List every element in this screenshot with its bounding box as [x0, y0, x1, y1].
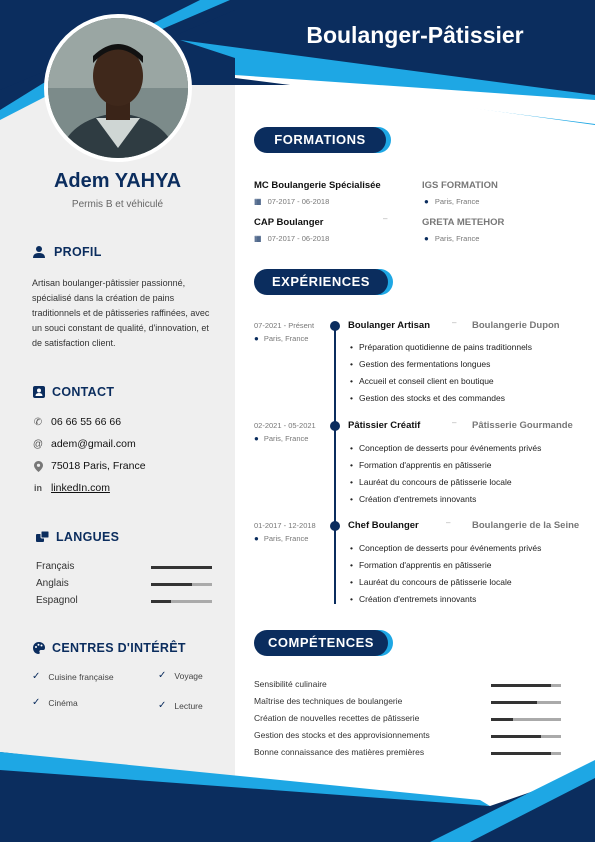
timeline-dot [330, 521, 340, 531]
task-item: • Préparation quotidienne de pains traditionnels [350, 339, 532, 356]
address-book-icon [32, 385, 46, 399]
formations-pill: FORMATIONS [254, 127, 386, 153]
map-pin-icon: ● [254, 434, 259, 443]
phone-text: 06 66 55 66 66 [51, 416, 122, 428]
task-item: • Création d'entremets innovants [350, 491, 541, 508]
language-label: Anglais [36, 578, 69, 589]
formation-degree: CAP Boulanger [254, 217, 324, 228]
task-item: • Lauréat du concours de pâtisserie locale [350, 474, 541, 491]
contact-email [32, 438, 136, 450]
email-text: adem@gmail.com [51, 438, 136, 450]
task-item: • Formation d'apprentis en pâtisserie [350, 557, 541, 574]
check-icon: ✓ [158, 670, 167, 681]
formation-degree: MC Boulangerie Spécialisée [254, 180, 381, 191]
experience-dates: 02-2021 - 05-2021 [254, 421, 316, 430]
formation-separator: – [383, 214, 388, 223]
map-pin-icon: ● [424, 197, 429, 206]
language-level-bar [151, 583, 212, 586]
task-item: • Conception de desserts pour événements privés [350, 540, 541, 557]
skill-level-bar [491, 735, 561, 738]
experience-timeline [334, 326, 336, 604]
experience-role: Chef Boulanger [348, 520, 419, 531]
task-item: • Gestion des stocks et des commandes [350, 390, 532, 407]
language-level-bar [151, 600, 212, 603]
skill-label: Création de nouvelles recettes de pâtisserie [254, 713, 420, 723]
contact-phone [32, 416, 121, 428]
skill-level-bar [491, 684, 561, 687]
experience-tasks [350, 440, 541, 508]
check-icon: ✓ [158, 700, 167, 711]
language-level-bar [151, 566, 212, 569]
experience-location: ● Paris, France [254, 434, 309, 443]
at-icon: @ [32, 438, 44, 450]
task-item: • Création d'entremets innovants [350, 591, 541, 608]
experience-tasks [350, 339, 532, 407]
check-icon: ✓ [32, 697, 41, 708]
experience-separator: – [452, 318, 457, 327]
contact-title: CONTACT [52, 385, 115, 399]
skill-label: Sensibilité culinaire [254, 679, 327, 689]
task-item: • Conception de desserts pour événements privés [350, 440, 541, 457]
language-label: Français [36, 561, 75, 572]
interest-item: ✓ Lecture [158, 700, 203, 711]
experiences-pill: EXPÉRIENCES [254, 269, 388, 295]
linkedin-link[interactable]: linkedIn.com [51, 482, 110, 494]
experience-company: Boulangerie Dupon [472, 320, 560, 331]
languages-section-header [36, 530, 119, 544]
map-pin-icon: ● [254, 534, 259, 543]
formation-location: ● Paris, France [424, 234, 480, 243]
translate-icon [36, 530, 50, 544]
languages-title: LANGUES [56, 530, 120, 544]
contact-section-header [32, 385, 114, 399]
task-item: • Formation d'apprentis en pâtisserie [350, 457, 541, 474]
experience-separator: – [452, 418, 457, 427]
skill-level-bar [491, 701, 561, 704]
phone-icon: ✆ [33, 416, 43, 428]
formation-location: ● Paris, France [424, 197, 480, 206]
interests-title: CENTRES D'INTÉRÊT [52, 641, 186, 655]
timeline-dot [330, 321, 340, 331]
formation-dates: ▦ 07-2017 - 06-2018 [254, 234, 330, 243]
skills-pill: COMPÉTENCES [254, 630, 388, 656]
skill-level-bar [491, 752, 561, 755]
timeline-dot [330, 421, 340, 431]
map-pin-icon: ● [254, 334, 259, 343]
calendar-icon: ▦ [254, 197, 262, 206]
check-icon: ✓ [32, 671, 41, 682]
task-item: • Accueil et conseil client en boutique [350, 373, 532, 390]
experience-separator: – [446, 518, 451, 527]
interests-section-header [32, 641, 186, 655]
contact-linkedin [32, 482, 110, 494]
experience-role: Boulanger Artisan [348, 320, 430, 331]
avatar-icon [48, 18, 188, 158]
interest-item: ✓ Voyage [158, 670, 203, 681]
experience-company: Boulangerie de la Seine [472, 520, 580, 531]
contact-address [32, 460, 146, 472]
palette-icon [32, 641, 46, 655]
task-item: • Gestion des fermentations longues [350, 356, 532, 373]
experience-role: Pâtissier Créatif [348, 420, 421, 431]
profile-photo [44, 14, 192, 162]
skill-label: Gestion des stocks et des approvisionnements [254, 730, 430, 740]
experience-location: ● Paris, France [254, 334, 309, 343]
interest-item: ✓ Cinéma [32, 697, 78, 708]
formation-dates: ▦ 07-2017 - 06-2018 [254, 197, 330, 206]
calendar-icon: ▦ [254, 234, 262, 243]
experience-dates: 01-2017 - 12-2018 [254, 521, 316, 530]
experience-location: ● Paris, France [254, 534, 309, 543]
profile-title: PROFIL [54, 245, 102, 259]
language-label: Espagnol [36, 595, 78, 606]
map-pin-icon [32, 460, 44, 472]
experience-dates: 07-2021 - Présent [254, 321, 315, 330]
profile-text: Artisan boulanger-pâtissier passionné, spécialisé dans la création de pains traditionnels et de pâtisseries raffinées, avec un souci constant de qualité, d'innovation, et de satisfaction client. [32, 278, 210, 348]
formation-school: IGS FORMATION [422, 180, 498, 191]
interest-item: ✓ Cuisine française [32, 671, 114, 682]
skill-label: Bonne connaissance des matières premières [254, 747, 425, 757]
formation-school: GRETA METEHOR [422, 217, 505, 228]
person-subtitle: Permis B et véhiculé [71, 199, 164, 210]
job-title: Boulanger-Pâtissier [306, 22, 524, 48]
person-name: Adem YAHYA [53, 170, 182, 192]
skill-level-bar [491, 718, 561, 721]
skill-label: Maîtrise des techniques de boulangerie [254, 696, 403, 706]
experience-tasks [350, 540, 541, 608]
address-text: 75018 Paris, France [51, 460, 146, 472]
user-icon [32, 245, 46, 259]
linkedin-icon: in [34, 483, 42, 493]
task-item: • Lauréat du concours de pâtisserie locale [350, 574, 541, 591]
profile-section-header [32, 245, 102, 259]
experience-company: Pâtisserie Gourmande [472, 420, 573, 431]
map-pin-icon: ● [424, 234, 429, 243]
